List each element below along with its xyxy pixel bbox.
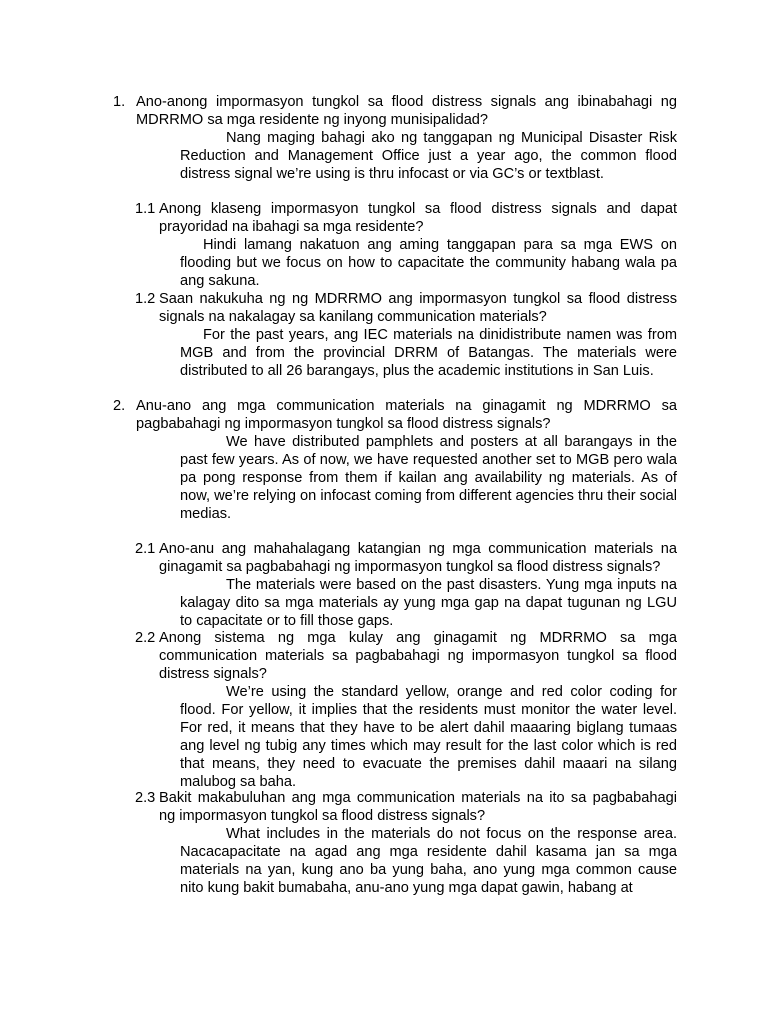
question-item-2-3: [135, 789, 677, 897]
question-number: 1.1: [135, 201, 156, 217]
question-number: 1.2: [135, 291, 156, 307]
answer-text: Hindi lamang nakatuon ang aming tanggapan para sa mga EWS on flooding but we focus on how to capacitate the community habang wala pa ang sakuna.: [180, 237, 677, 289]
answer-block: [180, 825, 677, 897]
answer-text: What includes in the materials do not focus on the response area. Nacacapacitate na agad ang mga residente dahil kasama jan sa mga materials na yan, kung ano ba yung baha, ano yung mga common cause nito kung bakit bumabaha, anu-ano yung mga dapat gawin, habang at: [180, 826, 677, 896]
question-item-1-2: [135, 290, 677, 380]
answer-text: We have distributed pamphlets and posters at all barangays in the past few years. As of now, we have requested another set to MGB pero wala pa pong response from them if kailan ang availability ng materials. As of now, we’re relying on infocast coming from different agencies thru their social medias.: [180, 434, 677, 522]
question-text: Saan nakukuha ng ng MDRRMO ang impormasyon tungkol sa flood distress signals na nakalagay sa kanilang communication materials?: [159, 291, 677, 325]
question-text: Anong sistema ng mga kulay ang ginagamit ng MDRRMO sa mga communication materials sa pagbabahagi ng impormasyon tungkol sa flood distress signals?: [159, 630, 677, 682]
answer-block: [180, 129, 677, 183]
question-number: 2.3: [135, 790, 156, 806]
question-text: Anong klaseng impormasyon tungkol sa flood distress signals and dapat prayoridad na ibahagi sa mga residente?: [159, 201, 677, 235]
question-number: 2.1: [135, 541, 156, 557]
question-text: Ano-anu ang mahahalagang katangian ng mga communication materials na ginagamit sa pagbabahagi ng impormasyon tungkol sa flood distress signals?: [159, 541, 677, 575]
question-item-2-2: [135, 629, 677, 791]
answer-text: Nang maging bahagi ako ng tanggapan ng Municipal Disaster Risk Reduction and Management Office just a year ago, the common flood distress signal we’re using is thru infocast or via GC’s or textblast.: [180, 130, 677, 182]
question-number: 1.: [113, 94, 126, 110]
question-number: 2.2: [135, 630, 156, 646]
answer-block: [180, 326, 677, 380]
answer-text: The materials were based on the past disasters. Yung mga inputs na kalagay dito sa mga materials ay yung mga gap na dapat tugunan ng LGU to capacitate or to fill those gaps.: [180, 577, 677, 629]
question-number: 2.: [113, 398, 126, 414]
question-text: Ano-anong impormasyon tungkol sa flood distress signals ang ibinabahagi ng MDRRMO sa mga residente ng inyong munisipalidad?: [136, 94, 677, 128]
answer-text: We’re using the standard yellow, orange and red color coding for flood. For yellow, it implies that the residents must monitor the water level. For red, it means that they have to be alert dahil maaaring biglang tumaas ang level ng tubig any times which may result for the last color which is red that means, they need to evacuate the premises dahil maaari na silang malubog sa baha.: [180, 684, 677, 790]
answer-block: [180, 683, 677, 791]
question-item-2-1: [135, 540, 677, 630]
question-item-2: [113, 397, 677, 523]
question-item-1-1: [135, 200, 677, 290]
answer-block: [180, 236, 677, 290]
answer-block: [180, 433, 677, 523]
answer-text: For the past years, ang IEC materials na dinidistribute namen was from MGB and from the provincial DRRM of Batangas. The materials were distributed to all 26 barangays, plus the academic institutions in San Luis.: [180, 327, 677, 379]
question-text: Anu-ano ang mga communication materials na ginagamit ng MDRRMO sa pagbabahagi ng impormasyon tungkol sa flood distress signals?: [136, 398, 677, 432]
answer-block: [180, 576, 677, 630]
question-text: Bakit makabuluhan ang mga communication materials na ito sa pagbabahagi ng impormasyon tungkol sa flood distress signals?: [159, 790, 677, 824]
question-item-1: [113, 93, 677, 183]
